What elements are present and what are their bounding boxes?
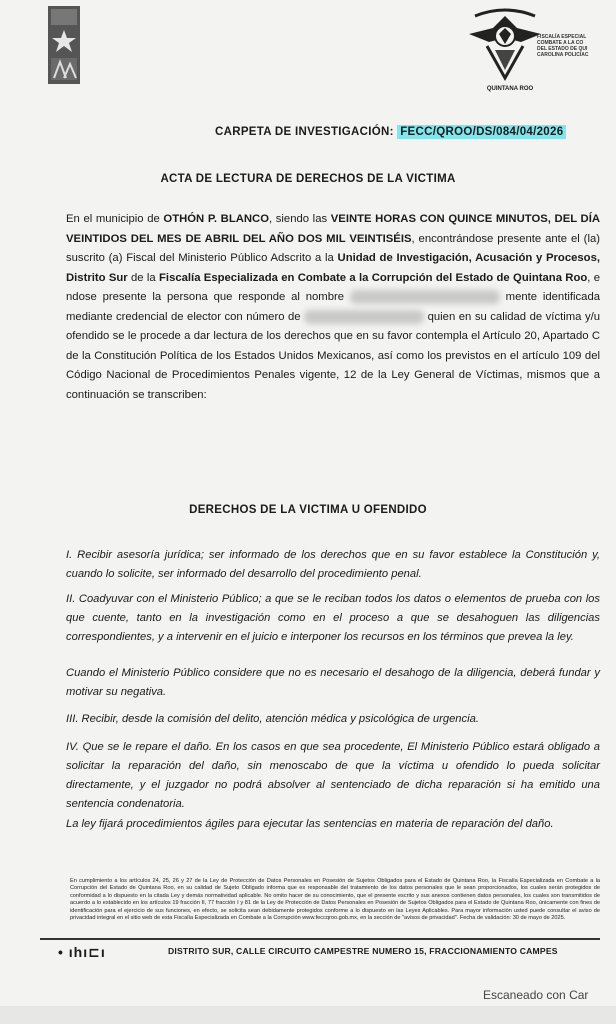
scan-margin (0, 1006, 616, 1024)
right-item-1: I. Recibir asesoría jurídica; ser informado de los derechos que en su favor establece la Constitución y, cuando lo solicite, ser informado del desarrollo del procedimiento penal. (66, 549, 600, 580)
right-item-2-note: Cuando el Ministerio Público considere que no es necesario el desahogo de la diligencia, deberá fundar y motivar su negativa. (66, 667, 600, 698)
fiscalia-anticorrupcion-logo (465, 6, 615, 96)
footer-address: DISTRITO SUR, CALLE CIRCUITO CAMPESTRE NUMERO 15, FRACCIONAMIENTO CAMPES (168, 946, 558, 956)
footer-divider (40, 938, 600, 940)
opening-paragraph: En el municipio de OTHÓN P. BLANCO, siendo las VEINTE HORAS CON QUINCE MINUTOS, DEL DÍA VEINTIDOS DEL MES DE ABRIL DEL AÑO DOS MIL VEINTISÉIS, encontrándose presente ante el (la) suscrito (a) Fiscal del Ministerio Público Adscrito a la Unidad de Investigación, Acusación y Procesos, Distrito Sur de la Fiscalía Especializada en Combate a la Corrupción del Estado de Quintana Roo, e ndose presente la persona que responde al nombre mente identificada mediante credencial de elector con número de quien en su calidad de víctima y/u ofendido se le procede a dar lectura de los derechos que en su favor contempla el Artículo 20, Apartado C de la Constitución Política de los Estados Unidos Mexicanos, así como los previstos en el artículo 109 del Código Nacional de Procedimientos Penales vigente, 12 de la Ley General de Víctimas, mismos que a continuación se transcriben: (66, 213, 601, 401)
section-title-rights: DERECHOS DE LA VICTIMA U OFENDIDO (189, 504, 427, 516)
redacted-name (350, 290, 500, 304)
right-item-4-note: La ley fijará procedimientos ágiles para ejecutar las sentencias en materia de reparación del daño. (66, 818, 554, 830)
privacy-footnote: En cumplimiento a los artículos 24, 25, 26 y 27 de la Ley de Protección de Datos Personales en Posesión de Sujetos Obligados para el Estado de Quintana Roo, la Fiscalía Especializada en Combate a la Corrupción del Estado de Quintana Roo, en su calidad de Sujeto Obligado informa que es responsable del tratamiento de los datos personales que le sean proporcionados, los cuales serán protegidos de conformidad a lo dispuesto en la citada Ley y demás normatividad aplicable. No omito hacer de su conocimiento, que el presente escrito y sus anexos contienen datos personales, los cuales son transmitidos de acuerdo a lo establecido en los artículos 19 fracción II, 77 fracción I y 81 de la Ley de Protección de Datos Personales en Posesión de Sujetos Obligados para el Estado de Quintana Roo, únicamente con fines de identificación para el ejercicio de sus funciones, en efecto, se solicita sean debidamente protegidos conforme a lo dispuesto en las Leyes Aplicables. Para mayor información usted puede consultar el aviso de privacidad integral en el sitio web de esta Fiscalía Especializada en Combate a la Corrupción www.feccqroo.gob.mx, en la sección de "avisos de privacidad". Fecha de validación: 30 de mayo de 2025. (70, 878, 600, 922)
logo-caption: FISCALÍA ESPECIAL COMBATE A LA CO DEL ESTADO DE QUI CAROLINA POLICÍAC (537, 34, 589, 58)
document-title: ACTA DE LECTURA DE DERECHOS DE LA VICTIMA (160, 173, 456, 185)
right-item-2: II. Coadyuvar con el Ministerio Público; a que se le reciban todos los datos o elementos de prueba con los que cuente, tanto en la investigación como en el proceso a que se desahoguen las diligencias correspondientes, y a intervenir en el juicio e interponer los recursos en los términos que prevea la ley. (66, 593, 600, 643)
right-item-4: IV. Que se le repare el daño. En los casos en que sea procedente, El Ministerio Público estará obligado a solicitar la reparación del daño, sin menoscabo de que la víctima u ofendido lo pueda solicitar directamente, y el juzgador no podrá absolver al sentenciado de dicha reparación si ha emitido una sentencia condenatoria. (66, 741, 600, 810)
case-file-number: CARPETA DE INVESTIGACIÓN: FECC/QROO/DS/084/04/2026 (215, 126, 566, 138)
redacted-id-number (304, 310, 424, 324)
highlighted-case-id: FECC/QROO/DS/084/04/2026 (397, 125, 566, 139)
right-item-3: III. Recibir, desde la comisión del delito, atención médica y psicológica de urgencia. (66, 713, 479, 725)
state-emblem-logo (46, 4, 82, 86)
footer-logo: • ıhı⊏ı (58, 944, 106, 960)
logo-state-name: QUINTANA ROO (486, 86, 534, 92)
scanner-watermark: Escaneado con Car (483, 988, 589, 1002)
